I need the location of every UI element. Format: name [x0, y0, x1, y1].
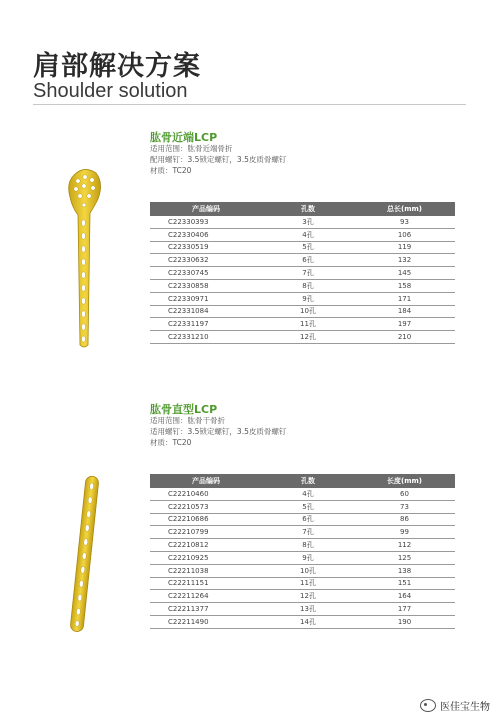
proximal-humerus-plate-image: [60, 165, 110, 350]
length-value: 158: [354, 279, 455, 292]
hole-count: 9孔: [262, 292, 354, 305]
table-row: [150, 564, 455, 577]
product-code: C22211038: [150, 564, 262, 577]
table-row: [150, 603, 455, 616]
column-header: 产品编码: [150, 202, 262, 216]
column-header: 产品编码: [150, 474, 262, 488]
table-row: [150, 228, 455, 241]
length-value: 138: [354, 564, 455, 577]
length-value: 86: [354, 513, 455, 526]
table-row: [150, 331, 455, 344]
product-code: C22331210: [150, 331, 262, 344]
product-screws: 适用螺钉：3.5锁定螺钉，3.5皮质骨螺钉: [150, 427, 287, 436]
length-value: 112: [354, 539, 455, 552]
table-header-row: [150, 474, 455, 488]
length-value: 99: [354, 526, 455, 539]
length-value: 125: [354, 551, 455, 564]
table-row: [150, 318, 455, 331]
table-row: [150, 241, 455, 254]
column-header: 孔数: [262, 202, 354, 216]
straight-humerus-plate-image: [60, 472, 110, 637]
product-material: 材质：TC20: [150, 438, 192, 447]
product-code: C22330632: [150, 254, 262, 267]
product-code: C22331084: [150, 305, 262, 318]
product-code: C22211151: [150, 577, 262, 590]
length-value: 73: [354, 500, 455, 513]
product-scope: 适用范围：肱骨近端骨折: [150, 144, 233, 153]
product-code: C22331197: [150, 318, 262, 331]
product-name: 肱骨直型LCP: [150, 403, 218, 416]
table-row: [150, 488, 455, 500]
length-value: 177: [354, 603, 455, 616]
table-row: [150, 267, 455, 280]
product-code: C22210799: [150, 526, 262, 539]
hole-count: 4孔: [262, 488, 354, 500]
length-value: 197: [354, 318, 455, 331]
table-row: [150, 577, 455, 590]
hole-count: 11孔: [262, 577, 354, 590]
hole-count: 7孔: [262, 526, 354, 539]
length-value: 145: [354, 267, 455, 280]
product-code: C22330971: [150, 292, 262, 305]
hole-count: 10孔: [262, 305, 354, 318]
spec-table: [150, 202, 455, 344]
product-screws: 配用螺钉：3.5锁定螺钉，3.5皮质骨螺钉: [150, 155, 287, 164]
wechat-icon: [420, 699, 436, 712]
table-row: [150, 590, 455, 603]
length-value: 184: [354, 305, 455, 318]
product-code: C22210460: [150, 488, 262, 500]
page-subtitle: Shoulder solution: [33, 80, 188, 102]
product-code: C22211377: [150, 603, 262, 616]
table-row: [150, 216, 455, 228]
length-value: 210: [354, 331, 455, 344]
product-code: C22330393: [150, 216, 262, 228]
product-code: C22210686: [150, 513, 262, 526]
product-code: C22211264: [150, 590, 262, 603]
title-divider: [33, 104, 466, 105]
table-row: [150, 254, 455, 267]
product-code: C22210573: [150, 500, 262, 513]
length-value: 93: [354, 216, 455, 228]
hole-count: 10孔: [262, 564, 354, 577]
watermark-text: 医佳宝生物: [440, 702, 490, 713]
spec-table: [150, 474, 455, 629]
length-value: 164: [354, 590, 455, 603]
length-value: 106: [354, 228, 455, 241]
product-code: C22210812: [150, 539, 262, 552]
product-code: C22330519: [150, 241, 262, 254]
hole-count: 9孔: [262, 551, 354, 564]
table-row: [150, 279, 455, 292]
table-header-row: [150, 202, 455, 216]
length-value: 132: [354, 254, 455, 267]
product-code: C22211490: [150, 615, 262, 628]
hole-count: 6孔: [262, 513, 354, 526]
product-code: C22330406: [150, 228, 262, 241]
hole-count: 14孔: [262, 615, 354, 628]
length-value: 60: [354, 488, 455, 500]
column-header: 孔数: [262, 474, 354, 488]
table-row: [150, 551, 455, 564]
hole-count: 3孔: [262, 216, 354, 228]
page-title: 肩部解决方案: [33, 51, 201, 82]
product-code: C22330858: [150, 279, 262, 292]
table-row: [150, 513, 455, 526]
length-value: 151: [354, 577, 455, 590]
hole-count: 5孔: [262, 500, 354, 513]
hole-count: 11孔: [262, 318, 354, 331]
hole-count: 12孔: [262, 590, 354, 603]
hole-count: 13孔: [262, 603, 354, 616]
hole-count: 8孔: [262, 279, 354, 292]
table-row: [150, 539, 455, 552]
product-code: C22330745: [150, 267, 262, 280]
hole-count: 8孔: [262, 539, 354, 552]
table-row: [150, 526, 455, 539]
column-header: 总长(mm): [354, 202, 455, 216]
table-row: [150, 305, 455, 318]
watermark: [420, 698, 490, 713]
length-value: 171: [354, 292, 455, 305]
column-header: 长度(mm): [354, 474, 455, 488]
product-code: C22210925: [150, 551, 262, 564]
table-row: [150, 500, 455, 513]
hole-count: 7孔: [262, 267, 354, 280]
table-row: [150, 292, 455, 305]
hole-count: 6孔: [262, 254, 354, 267]
length-value: 119: [354, 241, 455, 254]
product-scope: 适用范围：肱骨干骨折: [150, 416, 225, 425]
length-value: 190: [354, 615, 455, 628]
table-row: [150, 615, 455, 628]
hole-count: 5孔: [262, 241, 354, 254]
hole-count: 4孔: [262, 228, 354, 241]
hole-count: 12孔: [262, 331, 354, 344]
product-material: 材质：TC20: [150, 166, 192, 175]
product-name: 肱骨近端LCP: [150, 131, 218, 144]
